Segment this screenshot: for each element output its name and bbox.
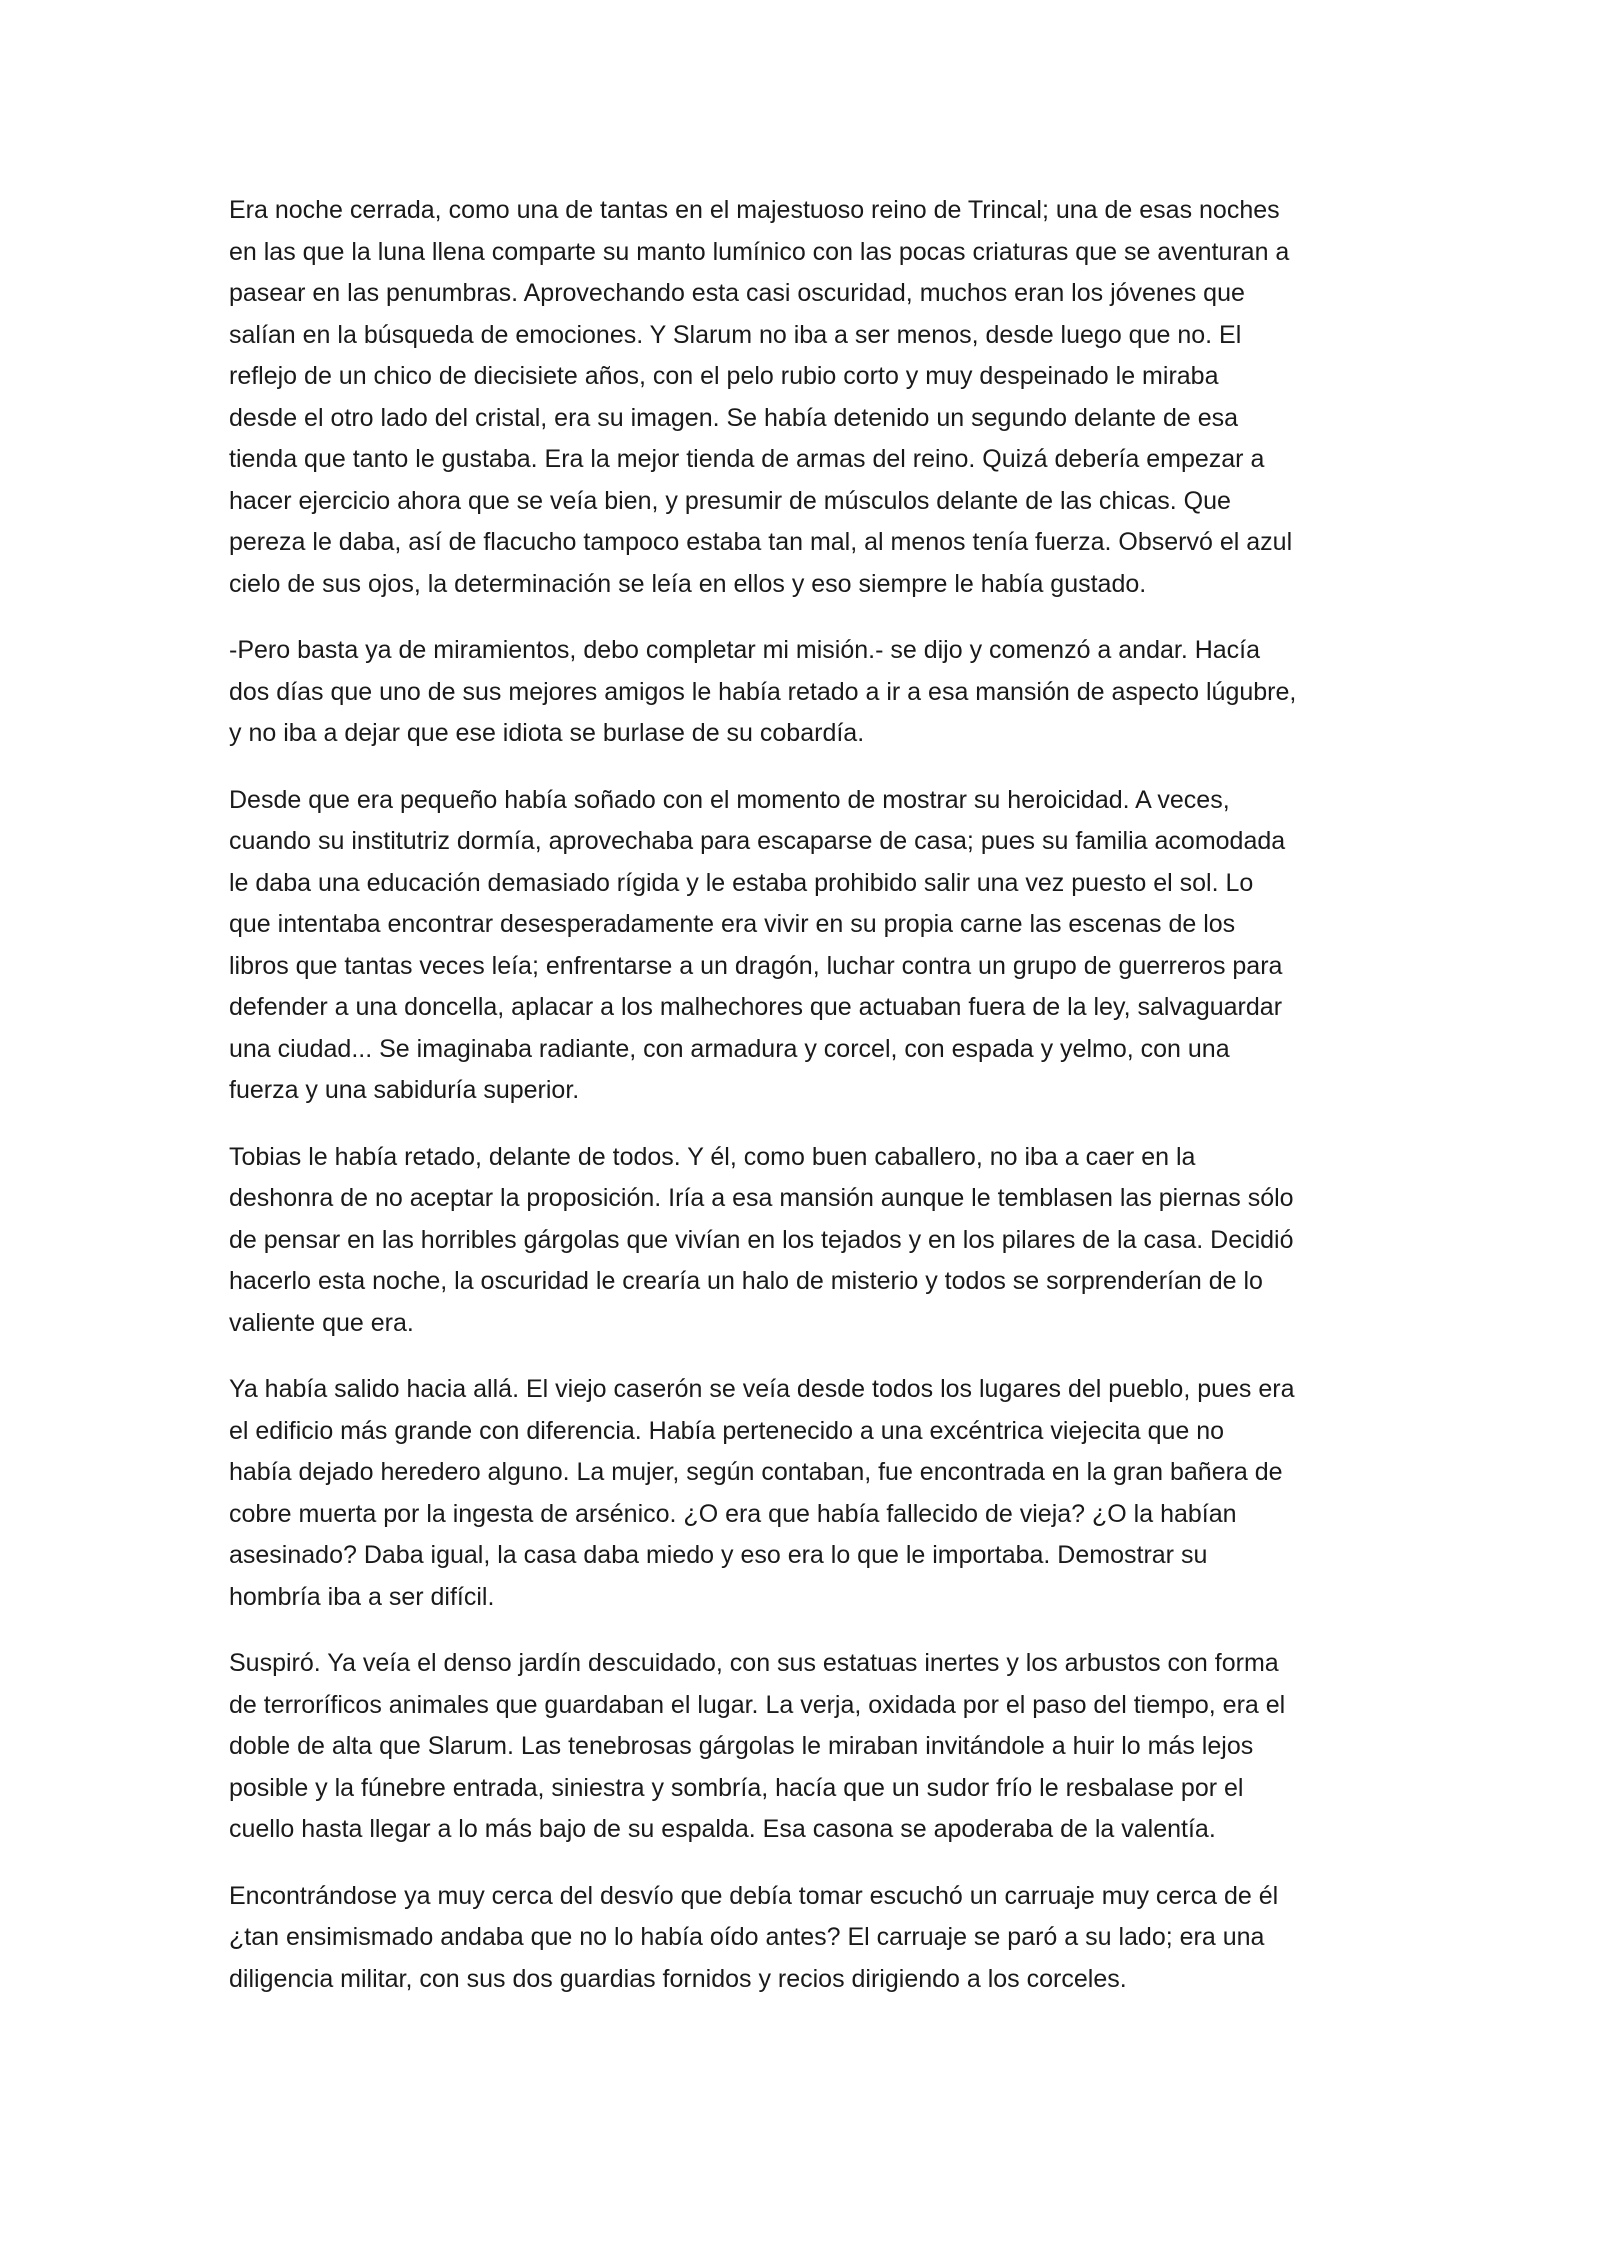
- text-line: cobre muerta por la ingesta de arsénico. ¿O era que había fallecido de vieja? ¿O la habían: [229, 1499, 1237, 1528]
- text-line: posible y la fúnebre entrada, siniestra y sombría, hacía que un sudor frío le resbalase por el: [229, 1773, 1244, 1802]
- text-line: pereza le daba, así de flacucho tampoco estaba tan mal, al menos tenía fuerza. Observó el azul: [229, 528, 1293, 556]
- text-line: le daba una educación demasiado rígida y le estaba prohibido salir una vez puesto el sol. Lo: [229, 868, 1254, 897]
- text-line: hombría iba a ser difícil.: [229, 1582, 495, 1611]
- text-line: hacerlo esta noche, la oscuridad le crearía un halo de misterio y todos se sorprenderían de lo: [229, 1267, 1263, 1295]
- text-line: -Pero basta ya de miramientos, debo completar mi misión.- se dijo y comenzó a andar. Hacía: [229, 636, 1261, 664]
- text-line: pasear en las penumbras. Aprovechando esta casi oscuridad, muchos eran los jóvenes que: [229, 279, 1245, 307]
- text-line: dos días que uno de sus mejores amigos le había retado a ir a esa mansión de aspecto lúgubre,: [229, 677, 1297, 706]
- paragraph: [229, 1369, 1379, 1618]
- paragraph: [229, 630, 1379, 755]
- text-line: de terroríficos animales que guardaban el lugar. La verja, oxidada por el paso del tiempo, era el: [229, 1690, 1286, 1719]
- paragraph: [229, 1137, 1379, 1345]
- text-line: el edificio más grande con diferencia. Había pertenecido a una excéntrica viejecita que no: [229, 1416, 1225, 1445]
- text-line: había dejado heredero alguno. La mujer, según contaban, fue encontrada en la gran bañera de: [229, 1458, 1283, 1486]
- text-line: salían en la búsqueda de emociones. Y Slarum no iba a ser menos, desde luego que no. El: [229, 320, 1242, 349]
- text-line: Ya había salido hacia allá. El viejo caserón se veía desde todos los lugares del pueblo, pues era: [229, 1375, 1295, 1403]
- text-line: doble de alta que Slarum. Las tenebrosas gárgolas le miraban invitándole a huir lo más lejos: [229, 1732, 1254, 1760]
- text-line: libros que tantas veces leía; enfrentarse a un dragón, luchar contra un grupo de guerreros para: [229, 951, 1283, 980]
- text-line: cielo de sus ojos, la determinación se leía en ellos y eso siempre le había gustado.: [229, 569, 1147, 598]
- text-line: asesinado? Daba igual, la casa daba miedo y eso era lo que le importaba. Demostrar su: [229, 1541, 1208, 1569]
- text-line: cuando su institutriz dormía, aprovechaba para escaparse de casa; pues su familia acomodada: [229, 827, 1286, 855]
- text-line: fuerza y una sabiduría superior.: [229, 1076, 580, 1104]
- paragraph: [229, 1876, 1379, 2001]
- text-line: reflejo de un chico de diecisiete años, con el pelo rubio corto y muy despeinado le miraba: [229, 362, 1219, 390]
- text-line: deshonra de no aceptar la proposición. Iría a esa mansión aunque le temblasen las piernas sólo: [229, 1184, 1294, 1212]
- text-line: valiente que era.: [229, 1308, 414, 1337]
- document-body: [229, 190, 1379, 2025]
- text-line: defender a una doncella, aplacar a los malhechores que actuaban fuera de la ley, salvaguardar: [229, 993, 1283, 1021]
- text-line: en las que la luna llena comparte su manto lumínico con las pocas criaturas que se aventuran a: [229, 237, 1290, 266]
- paragraph: [229, 780, 1379, 1112]
- text-line: hacer ejercicio ahora que se veía bien, y presumir de músculos delante de las chicas. Que: [229, 486, 1231, 515]
- text-line: ¿tan ensimismado andaba que no lo había oído antes? El carruaje se paró a su lado; era una: [229, 1923, 1265, 1951]
- text-line: Suspiró. Ya veía el denso jardín descuidado, con sus estatuas inertes y los arbustos con forma: [229, 1649, 1279, 1677]
- text-line: Encontrándose ya muy cerca del desvío que debía tomar escuchó un carruaje muy cerca de él: [229, 1881, 1279, 1910]
- text-line: una ciudad... Se imaginaba radiante, con armadura y corcel, con espada y yelmo, con una: [229, 1034, 1230, 1063]
- text-line: de pensar en las horribles gárgolas que vivían en los tejados y en los pilares de la casa. Decidió: [229, 1225, 1294, 1254]
- text-line: Era noche cerrada, como una de tantas en el majestuoso reino de Trincal; una de esas noches: [229, 196, 1280, 224]
- text-line: desde el otro lado del cristal, era su imagen. Se había detenido un segundo delante de esa: [229, 403, 1239, 432]
- paragraph: [229, 1643, 1379, 1851]
- text-line: Desde que era pequeño había soñado con el momento de mostrar su heroicidad. A veces,: [229, 785, 1230, 814]
- text-line: tienda que tanto le gustaba. Era la mejor tienda de armas del reino. Quizá debería empezar a: [229, 445, 1265, 473]
- text-line: diligencia militar, con sus dos guardias fornidos y recios dirigiendo a los corceles.: [229, 1964, 1127, 1993]
- text-line: cuello hasta llegar a lo más bajo de su espalda. Esa casona se apoderaba de la valentía.: [229, 1815, 1216, 1843]
- text-line: que intentaba encontrar desesperadamente era vivir en su propia carne las escenas de los: [229, 910, 1236, 938]
- paragraph: [229, 190, 1379, 605]
- text-line: y no iba a dejar que ese idiota se burlase de su cobardía.: [229, 719, 865, 747]
- text-line: Tobias le había retado, delante de todos. Y él, como buen caballero, no iba a caer en la: [229, 1142, 1196, 1171]
